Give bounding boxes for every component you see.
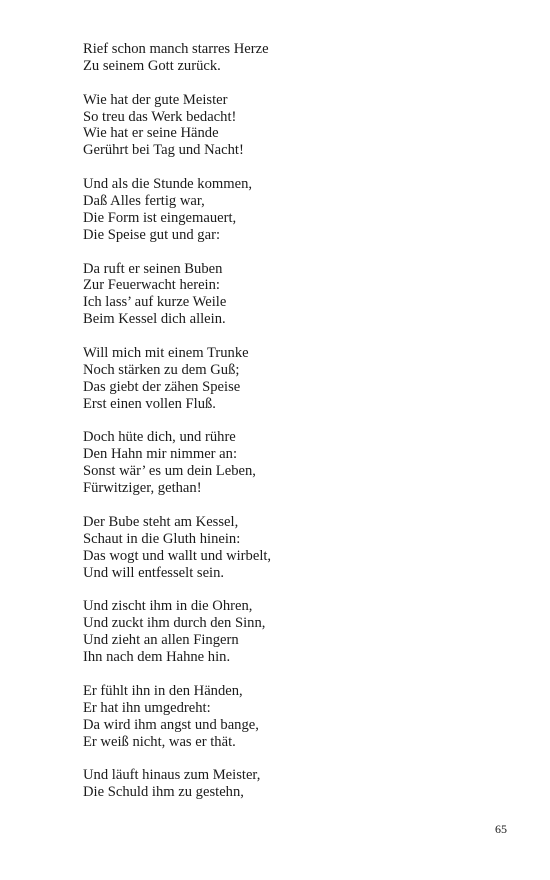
poem-line: Rief schon manch starres Herze [83,41,269,57]
poem-line: Sonst wär’ es um dein Leben, [83,463,256,480]
poem-line: Und zischt ihm in die Ohren, [83,598,253,615]
stanza [83,92,483,160]
poem-line: Beim Kessel dich allein. [83,311,226,328]
poem-line: Den Hahn mir nimmer an: [83,446,238,463]
poem-line: Gerührt bei Tag und Nacht! [83,142,244,159]
poem-line: Doch hüte dich, und rühre [83,429,236,446]
poem-line: Will mich mit einem Trunke [83,345,249,362]
poem-line: Zu seinem Gott zurück. [83,57,221,74]
stanza [83,514,483,582]
poem-line: Ich lass’ auf kurze Weile [83,294,227,311]
poem-line: Wie hat er seine Hände [83,125,219,142]
poem-line: Noch stärken zu dem Guß; [83,361,240,378]
poem-line: Schaut in die Gluth hinein: [83,530,241,547]
poem-line: Er fühlt ihn in den Händen, [83,682,243,699]
stanza [83,345,483,413]
poem-line: Die Form ist eingemauert, [83,209,237,226]
poem-line: Da ruft er seinen Buben [83,260,223,277]
stanza [83,261,483,329]
poem-line: Wie hat der gute Meister [83,91,228,108]
poem-line: Das wogt und wallt und wirbelt, [83,547,272,564]
stanza [83,767,483,801]
poem-line: So treu das Werk bedacht! [83,108,237,125]
stanza [83,683,483,751]
poem-line: Erst einen vollen Fluß. [83,395,216,412]
poem-body [83,41,483,818]
poem-line: Er weiß nicht, was er thät. [83,733,236,750]
poem-line: Da wird ihm angst und bange, [83,716,259,733]
poem-line: Ihn nach dem Hahne hin. [83,649,231,666]
poem-line: Und zieht an allen Fingern [83,632,239,649]
poem-line: Der Bube steht am Kessel, [83,513,239,530]
poem-line: Die Speise gut und gar: [83,226,220,243]
stanza [83,176,483,244]
poem-line: Er hat ihn umgedreht: [83,699,211,716]
poem-line: Und will entfesselt sein. [83,564,225,581]
poem-line: Fürwitziger, gethan! [83,480,202,497]
poem-line: Die Schuld ihm zu gestehn, [83,784,244,801]
poem-line: Das giebt der zähen Speise [83,378,241,395]
poem-line: Und läuft hinaus zum Meister, [83,767,261,784]
stanza [83,598,483,666]
poem-line: Und zuckt ihm durch den Sinn, [83,615,266,632]
poem-line: Daß Alles fertig war, [83,193,205,210]
page-number: 65 [495,822,507,836]
poem-line: Und als die Stunde kommen, [83,176,253,193]
stanza [83,41,483,75]
poem-line: Zur Feuerwacht herein: [83,277,220,294]
stanza [83,429,483,497]
